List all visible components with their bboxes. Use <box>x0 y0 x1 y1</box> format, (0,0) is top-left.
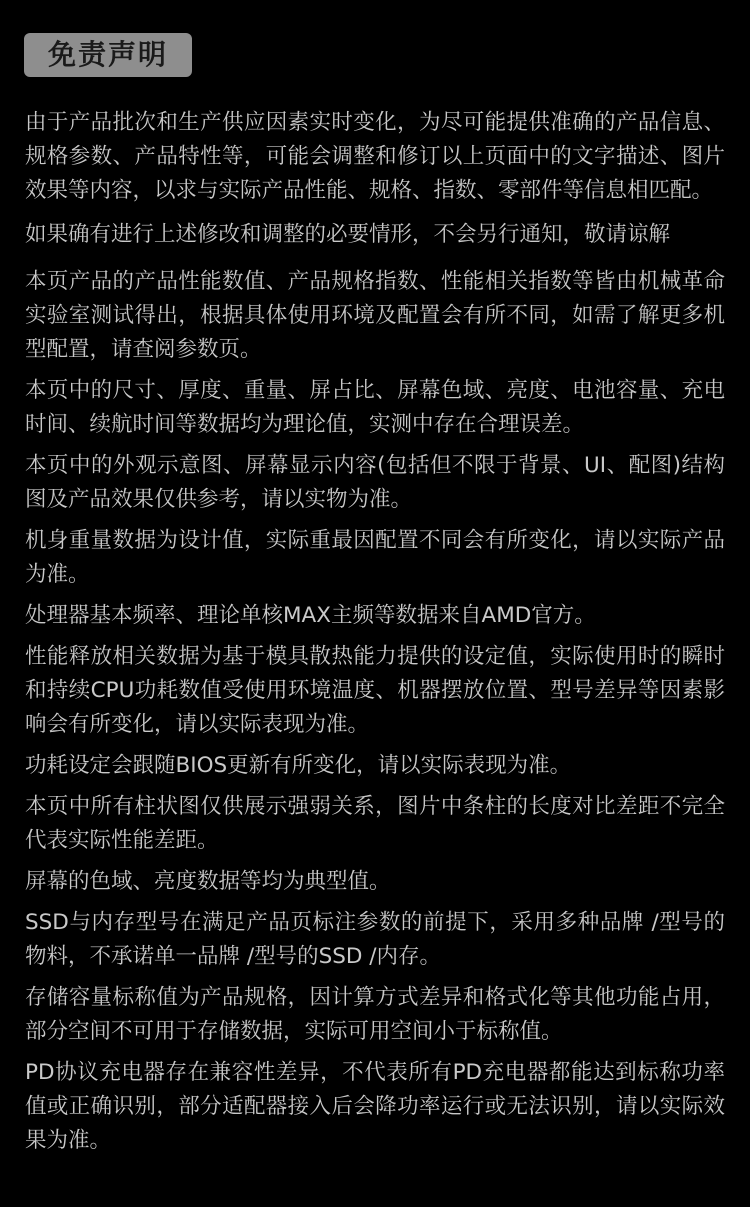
disclaimer-content <box>25 106 725 1158</box>
disclaimer-paragraph-3: 本页产品的产品性能数值、产品规格指数、性能相关指数等皆由机械革命实验室测试得出，根据具体使用环境及配置会有所不同，如需了解更多机型配置，请查阅参数页。 <box>25 269 725 362</box>
disclaimer-paragraph-2: 如果确有进行上述修改和调整的必要情形，不会另行通知，敬请谅解 <box>25 222 671 247</box>
disclaimer-paragraph-6: 机身重量数据为设计值，实际重最因配置不同会有所变化，请以实际产品为准。 <box>25 528 725 587</box>
page-title: 免责声明 <box>47 38 168 71</box>
disclaimer-title-badge <box>24 33 192 77</box>
disclaimer-paragraph-9: 功耗设定会跟随BIOS更新有所变化，请以实际表现为准。 <box>25 753 572 778</box>
disclaimer-paragraph-14: PD协议充电器存在兼容性差异，不代表所有PD充电器都能达到标称功率值或正确识别，部分适配器接入后会降功率运行或无法识别，请以实际效果为准。 <box>25 1060 725 1153</box>
disclaimer-paragraph-7: 处理器基本频率、理论单核MAX主频等数据来自AMD官方。 <box>25 603 596 628</box>
disclaimer-paragraph-8: 性能释放相关数据为基于模具散热能力提供的设定值，实际使用时的瞬时和持续CPU功耗数值受使用环境温度、机器摆放位置、型号差异等因素影响会有所变化，请以实际表现为准。 <box>25 644 725 737</box>
disclaimer-paragraph-5: 本页中的外观示意图、屏幕显示内容(包括但不限于背景、UI、配图)结构图及产品效果仅供参考，请以实物为准。 <box>25 453 725 512</box>
disclaimer-paragraph-13: 存储容量标称值为产品规格，因计算方式差异和格式化等其他功能占用，部分空间不可用于存储数据，实际可用空间小于标称值。 <box>25 985 725 1044</box>
disclaimer-paragraph-1: 由于产品批次和生产供应因素实时变化，为尽可能提供准确的产品信息、规格参数、产品特性等，可能会调整和修订以上页面中的文字描述、图片效果等内容，以求与实际产品性能、规格、指数、零部件等信息相匹配。 <box>25 110 725 203</box>
disclaimer-paragraph-12: SSD与内存型号在满足产品页标注参数的前提下，采用多种品牌 /型号的物料，不承诺单一品牌 /型号的SSD /内存。 <box>25 910 725 969</box>
disclaimer-paragraph-4: 本页中的尺寸、厚度、重量、屏占比、屏幕色域、亮度、电池容量、充电时间、续航时间等数据均为理论值，实测中存在合理误差。 <box>25 378 725 437</box>
disclaimer-paragraph-11: 屏幕的色域、亮度数据等均为典型值。 <box>25 869 391 894</box>
disclaimer-paragraph-10: 本页中所有柱状图仅供展示强弱关系，图片中条柱的长度对比差距不完全代表实际性能差距。 <box>25 794 725 853</box>
